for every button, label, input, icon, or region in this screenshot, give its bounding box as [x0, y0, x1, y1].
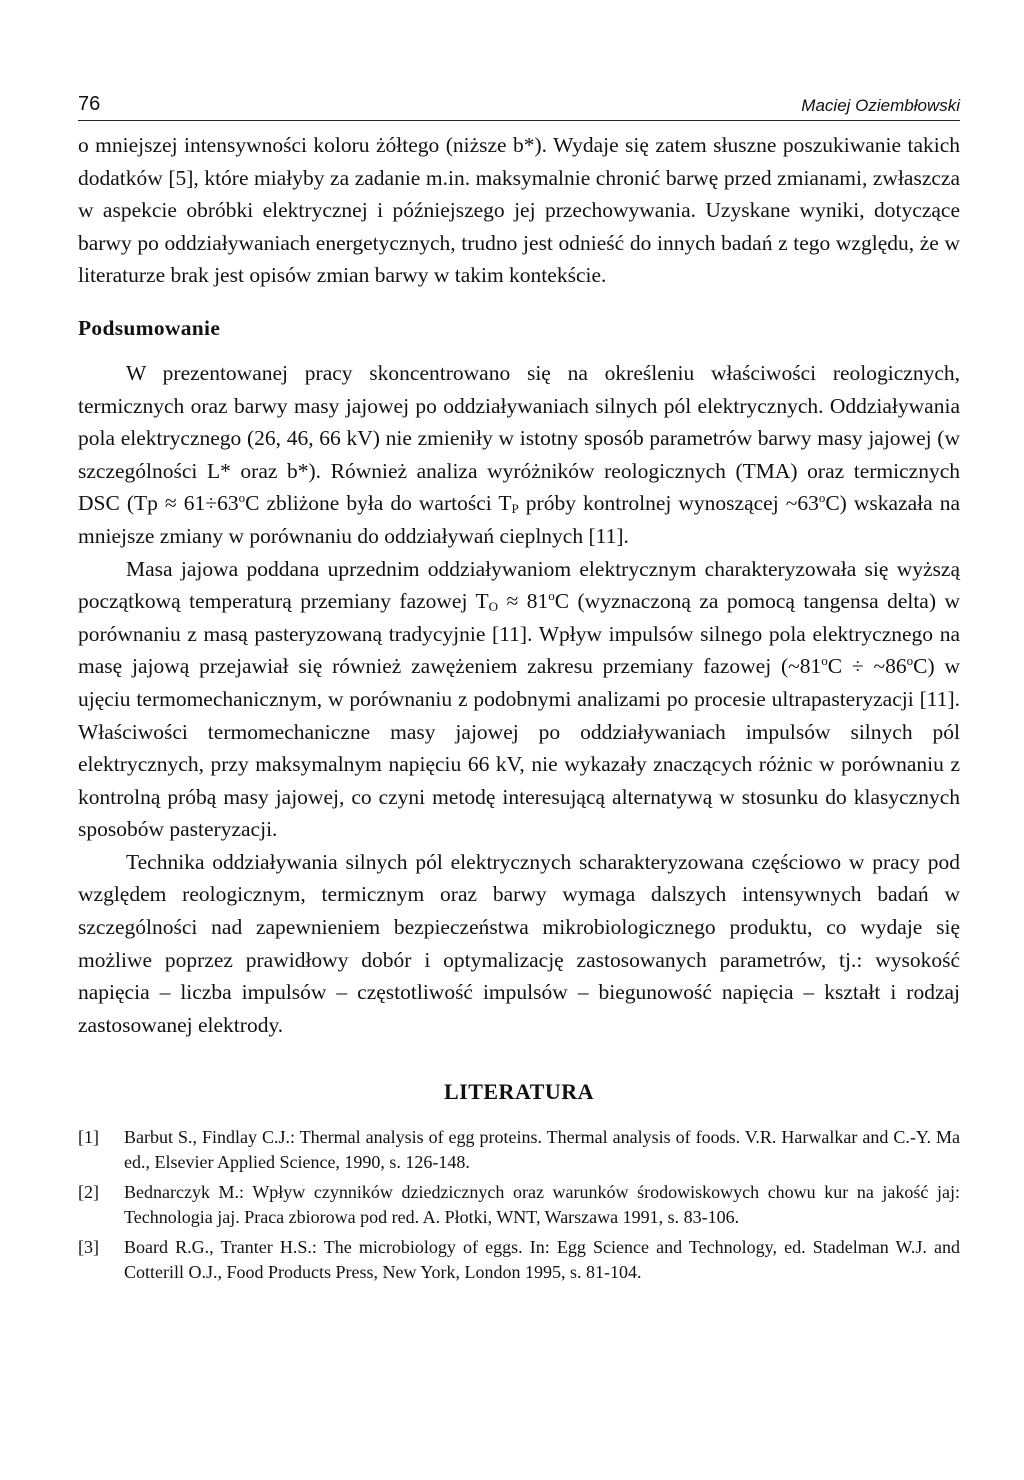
running-header: [78, 86, 960, 121]
summary-p2-text-d: C ÷ ~86: [827, 654, 907, 679]
reference-item: [78, 1180, 960, 1229]
reference-number: [3]: [78, 1237, 99, 1258]
reference-text: Barbut S., Findlay C.J.: Thermal analysis of egg proteins. Thermal analysis of foods. V.R. Harwalkar and C.-Y. Ma ed., Elsevier Applied Science, 1990, s. 126-148.: [124, 1127, 960, 1172]
document-page: [78, 86, 960, 1290]
summary-p1-text-c: próby kontrolnej wynoszącej ~63: [518, 491, 819, 516]
summary-p2-text-b: ≈ 81: [498, 589, 549, 614]
page-number: 76: [78, 93, 101, 115]
summary-p1-text-a: W prezentowanej pracy skoncentrowano się na określeniu właściwości reologicznych, termicznych oraz barwy masy jajowej po oddziaływaniach silnych pól elektrycznych. Oddziaływania pola elektrycznego (26, 46, 66 kV) nie zmieniły w istotny sposób parametrów barwy masy jajowej (w szczególności L* oraz b*). Również analiza wyróżników reologicznych (TMA) oraz termicznych DSC (Tp ≈ 61÷63: [78, 360, 960, 516]
degree-sign: o: [548, 587, 555, 603]
summary-p2-text-c: C (wyznaczoną za pomocą tangensa delta) w porównaniu z masą pasteryzowaną tradycyjnie [11]. Wpływ impulsów silnego pola elektrycznego na masę jajową przejawiał się również zawężeniem zakresu przemiany fazowej (~81: [78, 589, 960, 679]
summary-paragraph-3: Technika oddziaływania silnych pól elektrycznych scharakteryzowana częściowo w pracy pod względem reologicznym, termicznym oraz barwy wymaga dalszych intensywnych badań w szczególności nad zapewnieniem bezpieczeństwa mikrobiologicznego produktu, co wydaje się możliwe poprzez prawidłowy dobór i optymalizację zastosowanych parametrów, tj.: wysokość napięcia – liczba impulsów – częstotliwość impulsów – biegunowość napięcia – kształt i rodzaj zastosowanej elektrody.: [78, 849, 960, 1037]
reference-list: [78, 1125, 960, 1284]
summary-p1-text-b: C zbliżone była do wartości T: [245, 491, 512, 516]
section-heading-summary: Podsumowanie: [78, 315, 221, 340]
running-header-author: Maciej Oziembłowski: [801, 96, 960, 115]
summary-paragraph-1: [78, 357, 960, 553]
reference-item: [78, 1125, 960, 1174]
degree-sign: o: [818, 490, 826, 506]
intro-paragraph: o mniejszej intensywności koloru żółtego (niższe b*). Wydaje się zatem słuszne poszukiwanie takich dodatków [5], które miałyby za zadanie m.in. maksymalnie chronić barwę przed zmianami, zwłaszcza w aspekcie obróbki elektrycznej i późniejszego jej przechowywania. Uzyskane wyniki, dotyczące barwy po oddziaływaniach energetycznych, trudno jest odnieść do innych badań z tego względu, że w literaturze brak jest opisów zmian barwy w takim kontekście.: [78, 133, 960, 288]
reference-number: [1]: [78, 1127, 99, 1148]
summary-p2-text-a: Masa jajowa poddana uprzednim oddziaływaniom elektrycznym charakteryzowała się wyższą początkową temperaturą przemiany fazowej T: [78, 556, 960, 614]
subscript-o: O: [488, 599, 499, 615]
degree-sign: o: [238, 490, 246, 506]
summary-paragraph-2: [78, 553, 960, 846]
reference-text: Bednarczyk M.: Wpływ czynników dziedzicznych oraz warunków środowiskowych chowu kur na jakość jaj: Technologia jaj. Praca zbiorowa pod red. A. Płotki, WNT, Warszawa 1991, s. 83-106.: [124, 1182, 960, 1227]
reference-item: [78, 1235, 960, 1284]
summary-p2-text-e: C) w ujęciu termomechanicznym, w porównaniu z podobnymi analizami po procesie ultrapasteryzacji [11]. Właściwości termomechaniczne masy jajowej po oddziaływaniach impulsów silnych pól elektrycznych, przy maksymalnym napięciu 66 kV, nie wykazały znaczących różnic w porównaniu z kontrolną próbą masy jajowej, co czyni metodę interesującą alternatywą w stosunku do klasycznych sposobów pasteryzacji.: [78, 654, 960, 842]
degree-sign: o: [906, 653, 914, 669]
reference-text: Board R.G., Tranter H.S.: The microbiology of eggs. In: Egg Science and Technology, ed. Stadelman W.J. and Cotterill O.J., Food Products Press, New York, London 1995, s. 81-104.: [124, 1237, 960, 1282]
subscript-p: P: [511, 501, 519, 517]
reference-number: [2]: [78, 1182, 99, 1203]
degree-sign: o: [821, 653, 828, 669]
section-heading-literature: LITERATURA: [443, 1079, 595, 1105]
summary-p1-text-d: C) wskazała na mniejsze zmiany w porównaniu do oddziaływań cieplnych [11].: [78, 491, 960, 548]
